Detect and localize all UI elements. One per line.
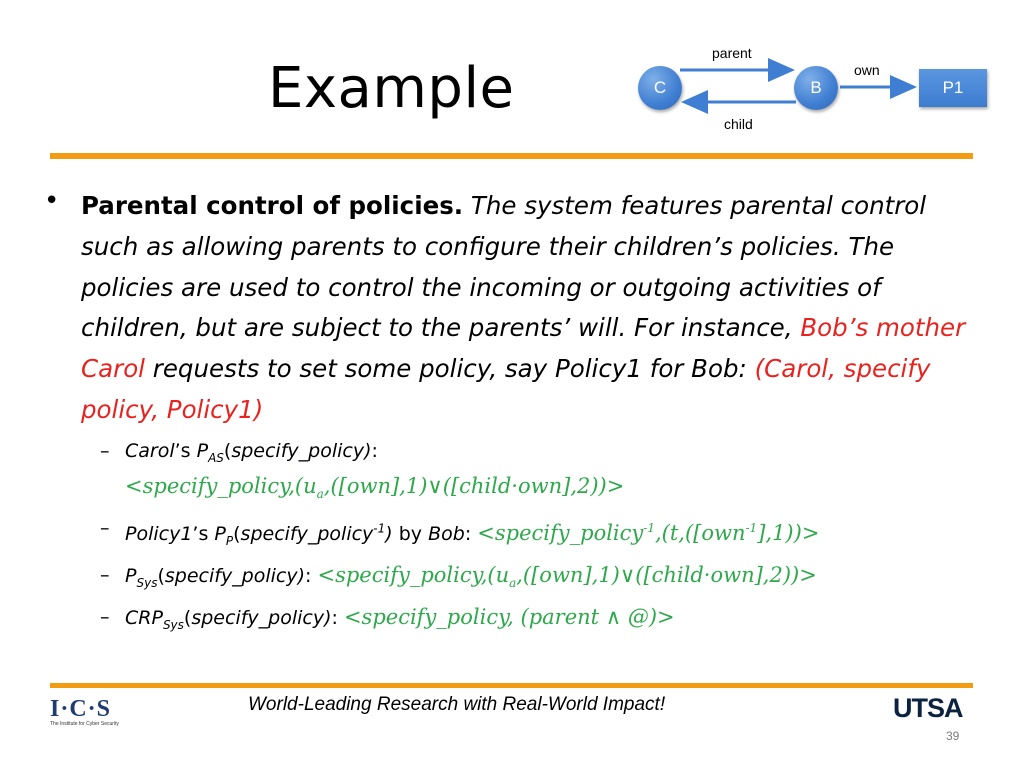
bullet-text-2: requests to set some policy, say Policy1 for Bob: bbox=[145, 354, 755, 384]
ics-logo-tagline: The Institute for Cyber Security bbox=[50, 721, 119, 727]
ics-logo-mark: I·C·S bbox=[50, 696, 112, 722]
footer-rule bbox=[50, 683, 973, 688]
bullet-red-1: Bob’s mother Carol bbox=[81, 313, 966, 384]
sub-item-3 bbox=[40, 561, 990, 597]
slide-content bbox=[40, 186, 990, 639]
bullet-text-1: The system features parental control such as allowing parents to configure their children’s policies. The policies are used to control the incoming or outgoing activities of children, but are subject to the parents’ will. For instance, bbox=[81, 191, 927, 343]
edge-label-own: own bbox=[854, 62, 880, 78]
sub-item-1 bbox=[40, 437, 990, 508]
relationship-diagram bbox=[620, 40, 1000, 150]
sub-dash: – bbox=[100, 605, 110, 628]
sub-dash: – bbox=[100, 439, 110, 462]
page-number: 39 bbox=[946, 729, 960, 743]
sub-dash: – bbox=[100, 563, 110, 586]
sub-item-1-text: Carol’s $P_{AS}(specify\_policy)$: $<specify\_policy,(u_a,([own],1)\vee([child\cdot own],2))>$ bbox=[125, 439, 625, 501]
bullet-red-2: (Carol, specify policy, Policy1) bbox=[81, 354, 931, 424]
edge-label-parent: parent bbox=[712, 45, 752, 61]
header-rule bbox=[50, 153, 973, 159]
bullet-item bbox=[40, 186, 990, 431]
footer-tagline: World-Leading Research with Real-World Impact! bbox=[248, 694, 666, 715]
bullet-lead: Parental control of policies. bbox=[81, 191, 464, 220]
ics-logo bbox=[50, 696, 119, 727]
sub-item-2 bbox=[40, 514, 990, 555]
sub-dash: – bbox=[100, 516, 110, 539]
sub-item-4-text: $CRP_{Sys}(specify\_policy)$: <specify_policy, (parent ∧ @)> bbox=[125, 604, 675, 632]
node-b: B bbox=[794, 66, 838, 110]
slide-title: Example bbox=[268, 56, 515, 121]
node-p1: P1 bbox=[919, 69, 987, 107]
sub-item-2-text: Policy1’s $P_P(specify\_policy^{-1})$ by Bob: <specify_policy$^{-1}$,(t,([own$^{-1}$],1))> bbox=[125, 520, 820, 548]
sub-item-3-text: $P_{Sys}(specify\_policy)$: $<specify\_policy,(u_a,([own],1)\vee([child\cdot own],2))>$ bbox=[125, 562, 817, 590]
sub-item-4 bbox=[40, 603, 990, 639]
node-c: C bbox=[638, 66, 682, 110]
bullet-text bbox=[81, 186, 990, 431]
edge-label-child: child bbox=[724, 116, 753, 132]
utsa-logo: UTSA bbox=[893, 693, 963, 723]
bullet-dot: • bbox=[44, 186, 60, 216]
